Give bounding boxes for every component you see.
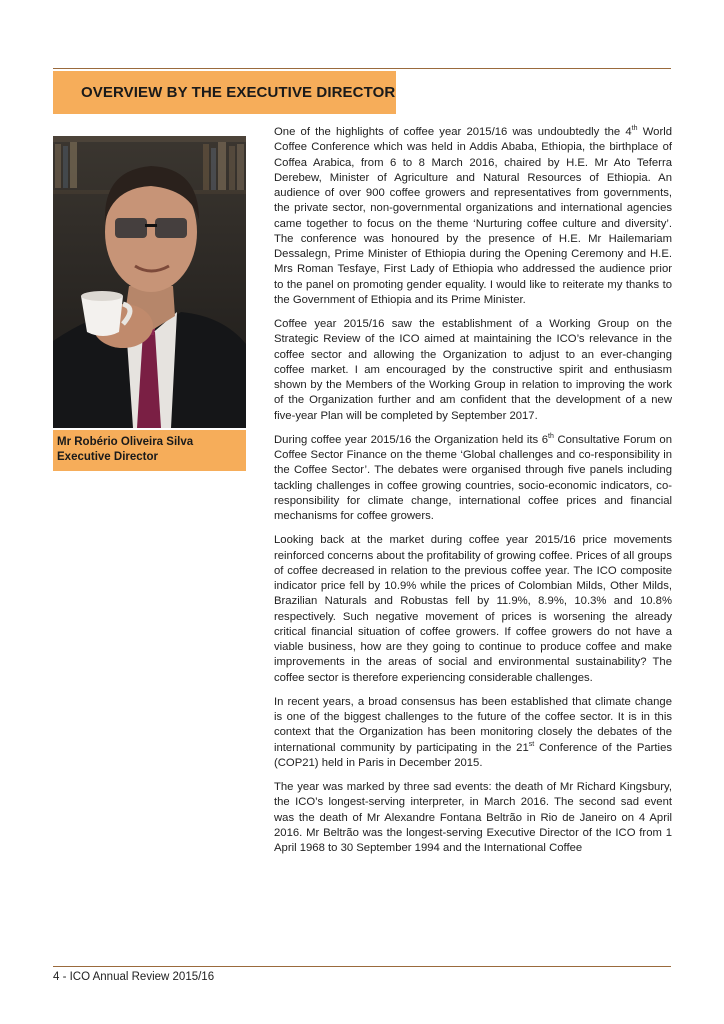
section-header: [53, 71, 396, 114]
paragraph-4: Looking back at the market during coffee year 2015/16 price movements reinforced concerns about the profitability of growing coffee. Prices of all groups of coffee decreased in relation to the previous coffee year. The ICO composite indicator price fell by 10.9% while the prices of Colombian Milds, Other Milds, Brazilian Naturals and Robustas fell by 11.9%, 8.9%, 10.3% and 10.8% respectively. Such negative movement of prices is worsening the already critical financial situation of coffee growers. If coffee growers do not have a viable business, how are they going to continue to produce coffee and make improvements in the areas of social and environmental sustainability? The coffee sector is therefore experiencing considerable challenges.: [274, 534, 672, 684]
caption-role: Executive Director: [57, 451, 158, 463]
paragraph-5: In recent years, a broad consensus has been established that climate change is one of the biggest challenges to the future of the coffee sector. It is in this context that the Organization has been monitoring closely the debates of the international community by participating in the 21st Conference of the Parties (COP21) held in Paris in December 2015.: [274, 695, 673, 769]
top-rule: [53, 68, 671, 69]
paragraph-3: During coffee year 2015/16 the Organization held its 6th Consultative Forum on Coffee Sector Finance on the theme ‘Global challenges and co-responsibility in the Coffee Sector’. The debates were organised through five panels including tackling challenges in coffee growing countries, socio-economic indicators, co-responsibility for climate change, international coffee prices and financial mechanisms for coffee growers.: [274, 432, 672, 522]
bottom-rule: [53, 966, 671, 967]
photo-caption: [53, 430, 246, 471]
page-title: OVERVIEW BY THE EXECUTIVE DIRECTOR: [81, 84, 396, 101]
article-body: [274, 125, 672, 865]
caption-name: Mr Robério Oliveira Silva: [57, 436, 194, 448]
paragraph-1: One of the highlights of coffee year 2015/16 was undoubtedly the 4th World Coffee Conference which was held in Addis Ababa, Ethiopia, the birthplace of Coffea Arabica, from 6 to 8 March 2016, chaired by H.E. Mr Ato Teferra Derebew, Minister of Agriculture and Natural Resources of Ethiopia. An audience of over 900 coffee growers and representatives from governments, the private sector, non-governmental organizations and international agencies came together to focus on the theme ‘Nurturing coffee culture and diversity’. The conference was honoured by the presence of H.E. Mr Hailemariam Dessalegn, Prime Minister of Ethiopia during the Opening Ceremony and H.E. Mrs Roman Tesfaye, First Lady of Ethiopia who addressed the audience prior to the panel on promoting gender equality. I would like to reiterate my thanks to the Government of Ethiopia and its Prime Minister.: [274, 125, 672, 306]
executive-portrait: [53, 136, 246, 428]
paragraph-2: Coffee year 2015/16 saw the establishment of a Working Group on the Strategic Review of the ICO aimed at maintaining the ICO’s relevance in the coffee sector and allowing the Organization to adjust to an ever-changing coffee market. I am encouraged by the constructive spirit and enthusiasm shown by the Members of the Working Group in relation to improving the work of the Organization further and am confident that the development of a new five-year Plan will be completed by September 2017.: [274, 318, 672, 422]
page-footer: 4 - ICO Annual Review 2015/16: [53, 971, 215, 983]
paragraph-6: The year was marked by three sad events: the death of Mr Richard Kingsbury, the ICO’s longest-serving interpreter, in March 2016. The second sad event was the death of Mr Alexandre Fontana Beltrão in Rio de Janeiro on 4 April 2016. Mr Beltrão was the longest-serving Executive Director of the ICO from 1 April 1968 to 30 September 1994 and the International Coffee: [274, 781, 672, 854]
